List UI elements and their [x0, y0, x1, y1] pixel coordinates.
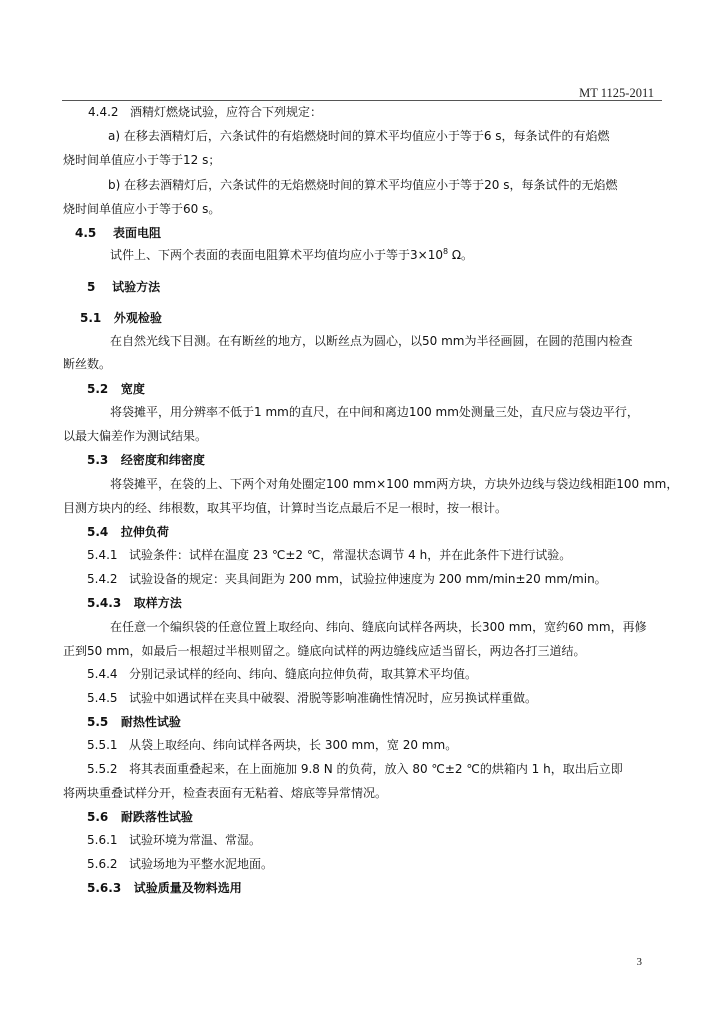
clause-5-5-2-continued: 将两块重叠试样分开，检查表面有无粘着、熔底等异常情况。	[63, 786, 388, 800]
clause-number: 5.6.3	[87, 881, 122, 895]
section-5-1-body-line-2: 断丝数。	[63, 357, 112, 371]
section-title: 外观检验	[113, 311, 162, 325]
section-title: 表面电阻	[112, 226, 161, 240]
section-title: 耐跌落性试验	[120, 810, 193, 824]
clause-5-4-3-heading	[87, 595, 182, 611]
chapter-5-heading	[87, 279, 160, 295]
body-text-end: Ω。	[448, 248, 474, 262]
section-number: 5.4	[87, 525, 109, 539]
section-number: 5.5	[87, 715, 109, 729]
section-5-2-body-line-2: 以最大偏差作为测试结果。	[63, 429, 208, 443]
clause-4-4-2	[88, 104, 322, 120]
clause-number: 5.4.1	[87, 548, 118, 562]
section-5-3-body-line-1: 将袋摊平，在袋的上、下两个对角处圈定100 mm×100 mm两方块，方块外边线与袋边线相距100 mm，	[110, 477, 679, 491]
item-a-line-2: 烧时间单值应小于等于12 s；	[63, 153, 221, 167]
section-4-5-heading	[75, 225, 161, 241]
page-header: MT 1125-2011	[579, 86, 654, 100]
section-number: 5.6	[87, 810, 109, 824]
section-number: 5.3	[87, 453, 109, 467]
clause-title: 试验质量及物料选用	[133, 881, 242, 895]
superscript: 8	[442, 247, 449, 256]
clause-text: 试验条件：试样在温度 23 ℃±2 ℃，常湿状态调节 4 h，并在此条件下进行试验。	[129, 548, 572, 562]
clause-text: 试验设备的规定：夹具间距为 200 mm，试验拉伸速度为 200 mm/min±20 mm/min。	[129, 572, 607, 586]
clause-number: 5.4.2	[87, 572, 118, 586]
clause-5-5-2	[87, 761, 623, 777]
clause-text: 将其表面重叠起来，在上面施加 9.8 N 的负荷，放入 80 ℃±2 ℃的烘箱内 1 h，取出后立即	[129, 762, 623, 776]
section-5-6-heading	[87, 809, 193, 825]
clause-text: 酒精灯燃烧试验，应符合下列规定：	[130, 105, 323, 119]
section-title: 宽度	[120, 382, 145, 396]
clause-5-6-3-heading	[87, 880, 242, 896]
section-5-4-heading	[87, 524, 169, 540]
clause-number: 5.4.5	[87, 691, 118, 705]
clause-5-4-4	[87, 666, 477, 682]
clause-5-4-1	[87, 547, 571, 563]
clause-5-4-3-body-line-1: 在任意一个编织袋的任意位置上取经向、纬向、缝底向试样各两块，长300 mm，宽约60 mm，再修	[110, 620, 647, 634]
clause-text: 试验场地为平整水泥地面。	[129, 857, 274, 871]
clause-text: 试验环境为常温、常湿。	[129, 833, 262, 847]
body-text: 试件上、下两个表面的表面电阻算术平均值均应小于等于3×10	[110, 248, 443, 262]
clause-number: 5.4.4	[87, 667, 118, 681]
section-number: 5.2	[87, 382, 109, 396]
item-b-line-2: 烧时间单值应小于等于60 s。	[63, 202, 221, 216]
section-title: 耐热性试验	[120, 715, 181, 729]
section-5-1-heading	[80, 310, 162, 326]
clause-number: 4.4.2	[88, 105, 119, 119]
clause-5-4-3-body-line-2: 正到50 mm，如最后一根超过半根则留之。缝底向试样的两边缝线应适当留长，两边各打三道结。	[63, 644, 586, 658]
clause-5-6-1	[87, 832, 261, 848]
section-5-3-body-line-2: 目测方块内的经、纬根数，取其平均值，计算时当讫点最后不足一根时，按一根计。	[63, 501, 508, 515]
chapter-title: 试验方法	[112, 280, 161, 294]
section-5-2-body-line-1: 将袋摊平，用分辨率不低于1 mm的直尺，在中间和离边100 mm处测量三处，直尺应与袋边平行，	[110, 405, 639, 419]
clause-5-6-2	[87, 856, 273, 872]
clause-text: 从袋上取经向、纬向试样各两块，长 300 mm，宽 20 mm。	[129, 738, 458, 752]
clause-number: 5.6.2	[87, 857, 118, 871]
page-number: 3	[636, 956, 642, 968]
item-b-line-1: b) 在移去酒精灯后，六条试件的无焰燃烧时间的算术平均值应小于等于20 s，每条试件的无焰燃	[108, 178, 618, 192]
section-5-3-heading	[87, 452, 205, 468]
clause-number: 5.6.1	[87, 833, 118, 847]
section-5-1-body-line-1: 在自然光线下目测。在有断丝的地方，以断丝点为圆心，以50 mm为半径画圆，在圆的范围内检查	[110, 334, 633, 348]
chapter-number: 5	[87, 280, 96, 294]
clause-5-5-1	[87, 737, 457, 753]
section-number: 4.5	[75, 226, 97, 240]
header-rule	[62, 100, 662, 101]
section-4-5-body	[110, 247, 473, 265]
clause-title: 取样方法	[133, 596, 182, 610]
item-a-line-1: a) 在移去酒精灯后，六条试件的有焰燃烧时间的算术平均值应小于等于6 s，每条试件的有焰燃	[108, 129, 610, 143]
clause-5-4-2	[87, 571, 607, 587]
section-5-5-heading	[87, 714, 181, 730]
clause-number: 5.4.3	[87, 596, 122, 610]
section-number: 5.1	[80, 311, 102, 325]
clause-text: 试验中如遇试样在夹具中破裂、滑脱等影响准确性情况时，应另换试样重做。	[129, 691, 538, 705]
section-title: 经密度和纬密度	[120, 453, 205, 467]
section-title: 拉伸负荷	[120, 525, 169, 539]
clause-number: 5.5.1	[87, 738, 118, 752]
clause-text: 分别记录试样的经向、纬向、缝底向拉伸负荷，取其算术平均值。	[129, 667, 478, 681]
section-5-2-heading	[87, 381, 145, 397]
clause-number: 5.5.2	[87, 762, 118, 776]
clause-5-4-5	[87, 690, 537, 706]
